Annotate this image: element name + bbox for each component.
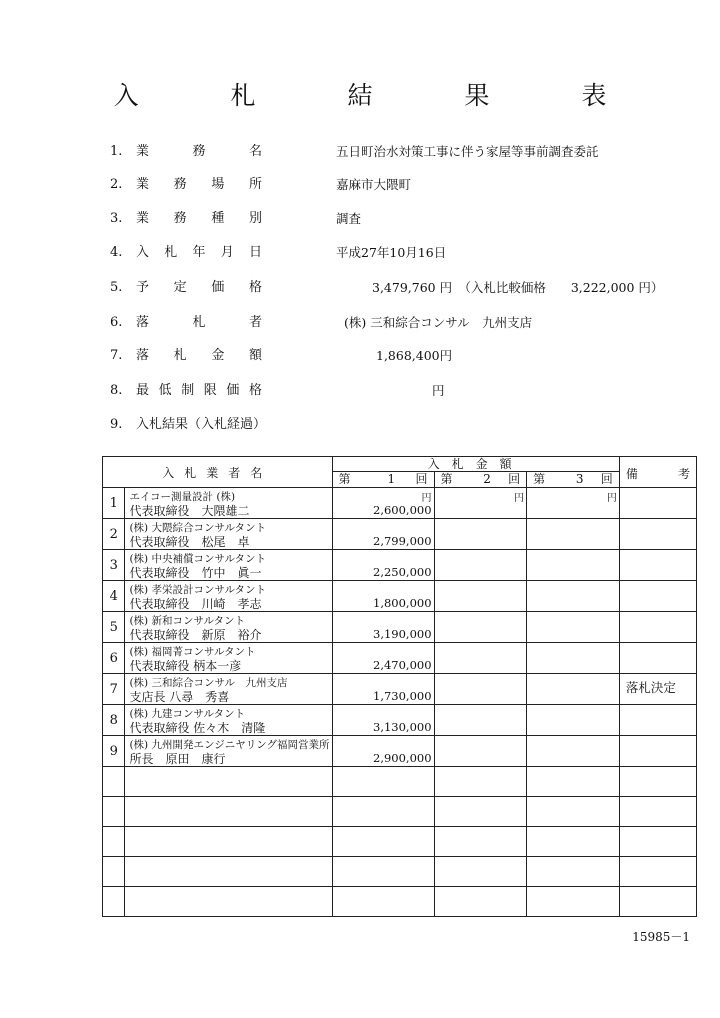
info-number: 2.	[110, 177, 123, 192]
yen-unit: 円	[606, 493, 617, 504]
bid-rows	[103, 488, 697, 917]
round-2-amount	[434, 488, 527, 519]
bidder-company: (株) 孝栄設計コンサルタント	[129, 584, 267, 596]
remarks-cell	[619, 519, 696, 550]
bidder-cell	[125, 705, 332, 736]
bid-value: 2,600,000	[373, 503, 432, 517]
round-2-amount	[434, 887, 527, 917]
table-header-row	[103, 457, 697, 472]
table-row	[103, 581, 697, 612]
bid-value: 2,900,000	[373, 751, 432, 765]
row-number	[103, 767, 125, 797]
round-3-amount	[527, 612, 620, 643]
info-number: 3.	[110, 211, 123, 226]
header-round-3: 第 3 回	[527, 472, 620, 488]
row-number: 1	[103, 488, 125, 519]
round-2-amount	[434, 674, 527, 705]
round-3-amount	[527, 550, 620, 581]
bidder-representative: 所長 原田 康行	[129, 752, 226, 766]
bidder-cell	[125, 488, 332, 519]
bidder-company: エイコー測量設計 (株)	[129, 491, 236, 503]
round-2-amount	[434, 827, 527, 857]
bidder-cell	[125, 767, 332, 797]
yen-unit: 円	[514, 493, 525, 504]
bidder-cell	[125, 550, 332, 581]
round-3-amount	[527, 519, 620, 550]
round-2-amount	[434, 550, 527, 581]
remarks-cell	[619, 887, 696, 917]
remarks-cell	[619, 827, 696, 857]
table-row-empty	[103, 887, 697, 917]
header-remarks-char1: 備	[625, 467, 638, 481]
info-label: 落札金額	[136, 348, 262, 363]
bid-value: 2,799,000	[373, 534, 432, 548]
row-number	[103, 857, 125, 887]
info-label: 入札結果（入札経過）	[136, 417, 267, 432]
round-1-amount	[332, 827, 434, 857]
round-1-amount	[332, 797, 434, 827]
remarks-cell	[619, 705, 696, 736]
round-2-amount	[434, 736, 527, 767]
bid-value: 2,470,000	[373, 658, 432, 672]
round-3-amount	[527, 857, 620, 887]
bidder-company: (株) 福岡菁コンサルタント	[129, 646, 256, 658]
header-round-1: 第 1 回	[332, 472, 434, 488]
remarks-cell	[619, 736, 696, 767]
bidder-company: (株) 中央補償コンサルタント	[129, 553, 267, 565]
table-row	[103, 736, 697, 767]
round-1-amount	[332, 643, 434, 674]
info-value-location: 嘉麻市大隈町	[336, 177, 412, 192]
round-2-amount	[434, 797, 527, 827]
bidder-representative: 代表取締役 柄本一彦	[129, 659, 242, 673]
info-number: 6.	[110, 315, 123, 330]
round-1-amount	[332, 612, 434, 643]
bidder-company: (株) 九州開発エンジニヤリング福岡営業所	[129, 739, 330, 751]
row-number	[103, 887, 125, 917]
bidder-cell	[125, 643, 332, 674]
info-value-task-name: 五日町治水対策工事に伴う家屋等事前調査委託	[336, 144, 599, 159]
remarks-cell	[619, 797, 696, 827]
round-3-amount	[527, 643, 620, 674]
header-remarks-char2: 考	[677, 467, 690, 481]
round-1-amount	[332, 674, 434, 705]
bidder-representative: 代表取締役 佐々木 清隆	[129, 721, 266, 735]
info-row-min-price	[110, 379, 262, 403]
round-1-amount	[332, 581, 434, 612]
row-number	[103, 827, 125, 857]
table-row	[103, 612, 697, 643]
info-label: 業務名	[136, 144, 262, 159]
document-number: 15985－1	[632, 930, 690, 944]
info-number: 9.	[110, 417, 123, 432]
bidder-representative: 支店長 八尋 秀喜	[129, 690, 230, 704]
round-3-amount	[527, 736, 620, 767]
info-number: 4.	[110, 245, 123, 260]
info-row-location	[110, 173, 262, 197]
bidder-representative: 代表取締役 松尾 卓	[129, 535, 250, 549]
info-value-winner: (株) 三和綜合コンサル 九州支店	[344, 315, 533, 330]
row-number: 9	[103, 736, 125, 767]
bidder-company: (株) 三和綜合コンサル 九州支店	[129, 677, 288, 689]
bid-value: 1,730,000	[373, 689, 432, 703]
round-3-amount	[527, 797, 620, 827]
bidder-cell	[125, 857, 332, 887]
round-1-amount	[332, 705, 434, 736]
bidder-cell	[125, 797, 332, 827]
bidder-representative: 代表取締役 新原 裕介	[129, 628, 262, 642]
info-row-winner	[110, 311, 262, 335]
bid-value: 1,800,000	[373, 596, 432, 610]
bidder-representative: 代表取締役 川崎 孝志	[129, 597, 262, 611]
yen-unit: 円	[421, 493, 432, 504]
info-number: 5.	[110, 280, 123, 295]
bid-results-table	[102, 456, 697, 917]
round-3-amount	[527, 705, 620, 736]
bidder-cell	[125, 612, 332, 643]
round-3-amount	[527, 488, 620, 519]
round-2-amount	[434, 643, 527, 674]
row-number	[103, 797, 125, 827]
round-2-amount	[434, 857, 527, 887]
info-label: 最低制限価格	[136, 383, 262, 398]
bid-value: 2,250,000	[373, 565, 432, 579]
info-label: 予定価格	[136, 280, 262, 295]
remarks-cell	[619, 488, 696, 519]
round-3-amount	[527, 827, 620, 857]
row-number: 4	[103, 581, 125, 612]
info-value-date: 平成27年10月16日	[336, 245, 447, 260]
row-number: 8	[103, 705, 125, 736]
bidder-cell	[125, 519, 332, 550]
info-number: 8.	[110, 383, 123, 398]
row-number: 3	[103, 550, 125, 581]
info-row-planned-price	[110, 276, 262, 300]
info-label: 入札年月日	[136, 245, 262, 260]
page-title: 入 札 結 果 表	[113, 81, 649, 110]
round-3-amount	[527, 887, 620, 917]
table-row-empty	[103, 827, 697, 857]
header-bid-amount: 入札金額	[332, 457, 619, 472]
round-1-amount	[332, 519, 434, 550]
table-row	[103, 488, 697, 519]
bidder-company: (株) 九建コンサルタント	[129, 708, 246, 720]
round-1-amount	[332, 887, 434, 917]
round-1-amount	[332, 488, 434, 519]
round-2-amount	[434, 705, 527, 736]
round-2-amount	[434, 612, 527, 643]
remarks-cell	[619, 550, 696, 581]
bidder-cell	[125, 581, 332, 612]
header-remarks	[619, 457, 696, 488]
bidder-representative: 代表取締役 大隈雄二	[129, 504, 250, 518]
info-number: 1.	[110, 144, 123, 159]
info-number: 7.	[110, 348, 123, 363]
header-bidder-name: 入札業者名	[103, 457, 333, 488]
table-row	[103, 643, 697, 674]
table-row	[103, 674, 697, 705]
bidder-cell	[125, 736, 332, 767]
info-label: 業務場所	[136, 177, 262, 192]
remarks-cell	[619, 581, 696, 612]
remarks-cell	[619, 643, 696, 674]
header-round-2: 第 2 回	[434, 472, 527, 488]
info-row-results	[110, 413, 266, 437]
bidder-company: (株) 新和コンサルタント	[129, 615, 246, 627]
remarks-cell: 落札決定	[619, 674, 696, 705]
bidder-representative: 代表取締役 竹中 眞一	[129, 566, 262, 580]
round-1-amount	[332, 857, 434, 887]
remarks-cell	[619, 767, 696, 797]
row-number: 2	[103, 519, 125, 550]
round-3-amount	[527, 767, 620, 797]
info-row-task-name	[110, 140, 262, 164]
round-1-amount	[332, 767, 434, 797]
info-label: 業務種別	[136, 211, 262, 226]
info-label: 落札者	[136, 315, 262, 330]
round-2-amount	[434, 519, 527, 550]
info-row-type	[110, 207, 262, 231]
info-value-planned-price: 3,479,760 円 （入札比較価格 3,222,000 円）	[372, 280, 664, 295]
info-value-type: 調査	[336, 211, 362, 226]
table-row	[103, 705, 697, 736]
row-number: 6	[103, 643, 125, 674]
table-row-empty	[103, 857, 697, 887]
round-3-amount	[527, 581, 620, 612]
table-row-empty	[103, 797, 697, 827]
remarks-cell	[619, 612, 696, 643]
row-number: 7	[103, 674, 125, 705]
round-3-amount	[527, 674, 620, 705]
bidder-cell	[125, 674, 332, 705]
bid-value: 3,130,000	[373, 720, 432, 734]
info-row-winning-amount	[110, 344, 262, 368]
round-1-amount	[332, 550, 434, 581]
table-row	[103, 550, 697, 581]
info-value-winning-amount: 1,868,400円	[376, 348, 453, 363]
bidder-cell	[125, 827, 332, 857]
table-row	[103, 519, 697, 550]
row-number: 5	[103, 612, 125, 643]
bidder-cell	[125, 887, 332, 917]
table-row-empty	[103, 767, 697, 797]
remarks-cell	[619, 857, 696, 887]
info-row-date	[110, 241, 262, 265]
round-1-amount	[332, 736, 434, 767]
round-2-amount	[434, 767, 527, 797]
bidder-company: (株) 大隈綜合コンサルタント	[129, 522, 267, 534]
info-value-min-price: 円	[432, 383, 445, 398]
bid-value: 3,190,000	[373, 627, 432, 641]
round-2-amount	[434, 581, 527, 612]
